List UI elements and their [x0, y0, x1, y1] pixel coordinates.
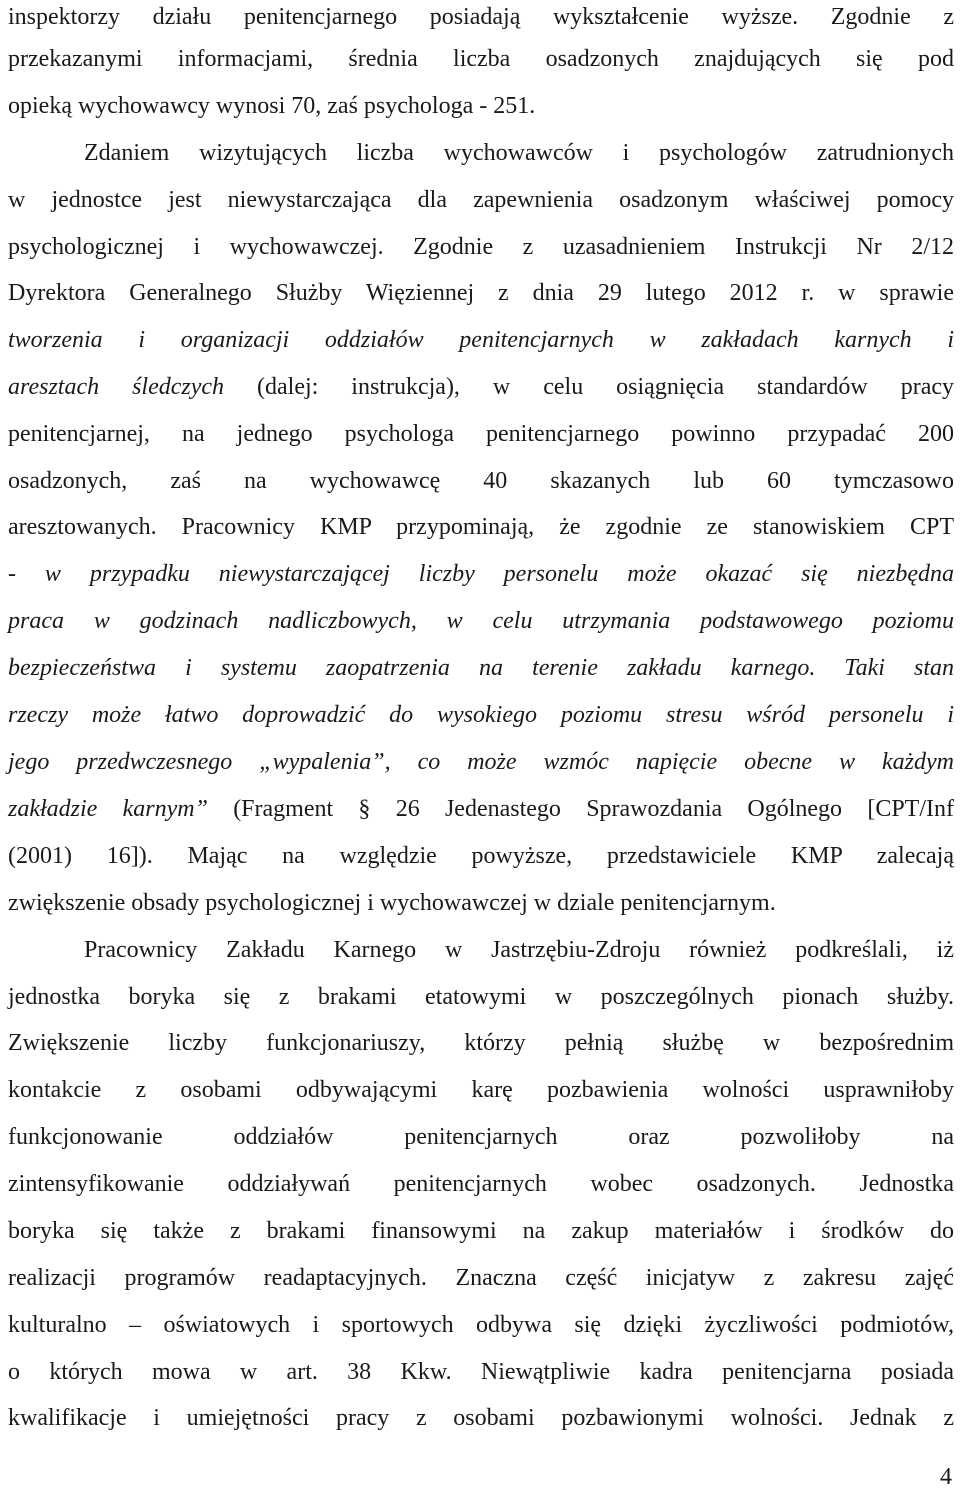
text-line: (2001) 16]). Mając na względzie powyższe, przedstawiciele KMP zalecają — [8, 843, 954, 869]
text-line: psychologicznej i wychowawczej. Zgodnie z uzasadnieniem Instrukcji Nr 2/12 — [8, 234, 954, 260]
text-line: boryka się także z brakami finansowymi na zakup materiałów i środków do — [8, 1218, 954, 1244]
text-line: osadzonych, zaś na wychowawcę 40 skazanych lub 60 tymczasowo — [8, 468, 954, 494]
text-line: kwalifikacje i umiejętności pracy z osobami pozbawionymi wolności. Jednak z — [8, 1405, 954, 1431]
text-line: bezpieczeństwa i systemu zaopatrzenia na terenie zakładu karnego. Taki stan — [8, 655, 954, 681]
text-line: aresztowanych. Pracownicy KMP przypominają, że zgodnie ze stanowiskiem CPT — [8, 514, 954, 540]
text-line: jednostka boryka się z brakami etatowymi w poszczególnych pionach służby. — [8, 984, 954, 1010]
text-line: kontakcie z osobami odbywającymi karę pozbawienia wolności usprawniłoby — [8, 1077, 954, 1103]
text-line: zwiększenie obsady psychologicznej i wychowawczej w dziale penitencjarnym. — [8, 890, 776, 916]
text-line: rzeczy może łatwo doprowadzić do wysokiego poziomu stresu wśród personelu i — [8, 702, 954, 728]
text-line: zakładzie karnym” (Fragment § 26 Jedenastego Sprawozdania Ogólnego [CPT/Inf — [8, 796, 954, 822]
text-line: tworzenia i organizacji oddziałów penitencjarnych w zakładach karnych i — [8, 327, 954, 353]
text-line: inspektorzy działu penitencjarnego posiadają wykształcenie wyższe. Zgodnie z — [8, 4, 954, 30]
text-line: Dyrektora Generalnego Służby Więziennej z dnia 29 lutego 2012 r. w sprawie — [8, 280, 954, 306]
text-line: w jednostce jest niewystarczająca dla zapewnienia osadzonym właściwej pomocy — [8, 187, 954, 213]
text-line: penitencjarnej, na jednego psychologa penitencjarnego powinno przypadać 200 — [8, 421, 954, 447]
text-line: jego przedwczesnego „wypalenia”, co może wzmóc napięcie obecne w każdym — [8, 749, 954, 775]
text-line: Zwiększenie liczby funkcjonariuszy, którzy pełnią służbę w bezpośrednim — [8, 1030, 954, 1056]
text-line: przekazanymi informacjami, średnia liczba osadzonych znajdujących się pod — [8, 46, 954, 72]
text-line: kulturalno – oświatowych i sportowych odbywa się dzięki życzliwości podmiotów, — [8, 1312, 954, 1338]
text-line: o których mowa w art. 38 Kkw. Niewątpliwie kadra penitencjarna posiada — [8, 1359, 954, 1385]
paragraph-first-line: Zdaniem wizytujących liczba wychowawców i psychologów zatrudnionych — [84, 140, 954, 166]
text-line: aresztach śledczych (dalej: instrukcja), w celu osiągnięcia standardów pracy — [8, 374, 955, 400]
text-line: realizacji programów readaptacyjnych. Znaczna część inicjatyw z zakresu zajęć — [8, 1265, 954, 1291]
text-line: opieką wychowawcy wynosi 70, zaś psychologa - 251. — [8, 93, 536, 119]
text-line: - w przypadku niewystarczającej liczby personelu może okazać się niezbędna — [8, 561, 954, 587]
text-line: zintensyfikowanie oddziaływań penitencjarnych wobec osadzonych. Jednostka — [8, 1171, 954, 1197]
page-number: 4 — [940, 1464, 952, 1490]
paragraph-first-line: Pracownicy Zakładu Karnego w Jastrzębiu-Zdroju również podkreślali, iż — [84, 937, 954, 963]
text-line: praca w godzinach nadliczbowych, w celu utrzymania podstawowego poziomu — [8, 608, 954, 634]
text-line: funkcjonowanie oddziałów penitencjarnych oraz pozwoliłoby na — [8, 1124, 954, 1150]
